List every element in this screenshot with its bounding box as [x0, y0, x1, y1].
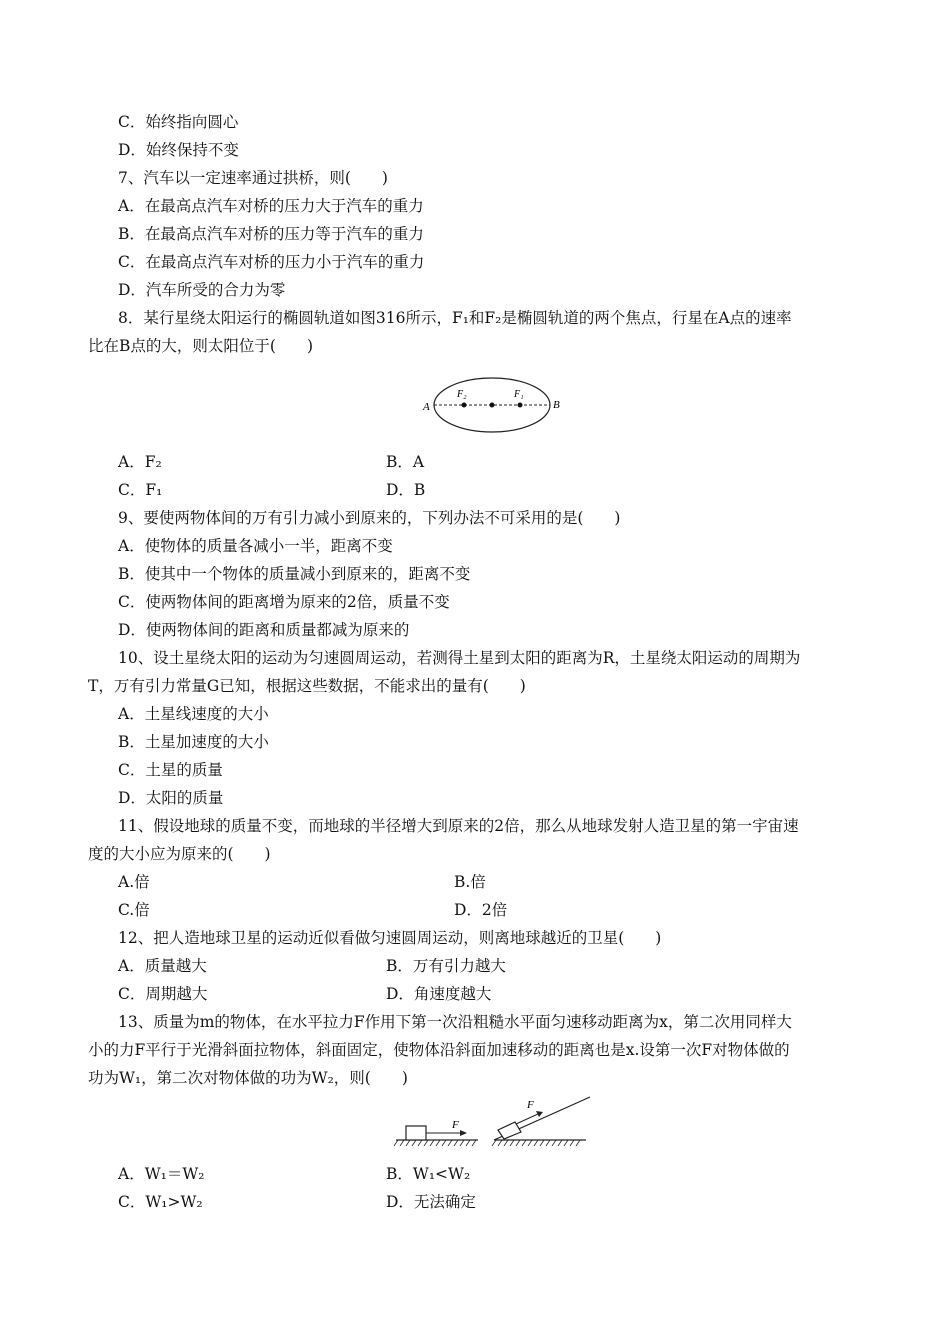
q11-option-a: A.倍: [118, 873, 150, 891]
question-13-line1: 13、质量为m的物体，在水平拉力F作用下第一次沿粗糙水平面匀速移动距离为x，第二次用同样大: [118, 1013, 792, 1031]
question-8-line2: 比在B点的大，则太阳位于( ): [88, 337, 313, 355]
q8-option-c: C．F₁: [118, 481, 163, 499]
ellipse-orbit-figure: [420, 374, 570, 438]
q8-option-d: D．B: [386, 481, 426, 499]
question-11-line2: 度的大小应为原来的( ): [88, 845, 271, 863]
question-9: 9、要使两物体间的万有引力减小到原来的，下列办法不可采用的是( ): [118, 509, 621, 527]
q11-option-c: C.倍: [118, 901, 150, 919]
q9-option-b: B．使其中一个物体的质量减小到原来的，距离不变: [118, 565, 471, 583]
label-b: B: [553, 399, 560, 411]
q12-option-c: C．周期越大: [118, 985, 208, 1003]
question-7: 7、汽车以一定速率通过拱桥，则( ): [118, 169, 388, 187]
q7-option-b: B．在最高点汽车对桥的压力等于汽车的重力: [118, 225, 424, 243]
q9-option-a: A．使物体的质量各减小一半，距离不变: [118, 537, 393, 555]
q12-option-a: A．质量越大: [118, 957, 207, 975]
label-f-left: F: [452, 1119, 459, 1131]
q13-option-a: A．W₁＝W₂: [118, 1165, 205, 1183]
q9-option-d: D．使两物体间的距离和质量都减为原来的: [118, 621, 410, 639]
q9-option-c: C．使两物体间的距离增为原来的2倍，质量不变: [118, 593, 450, 611]
label-a: A: [423, 401, 430, 413]
q10-option-c: C．土星的质量: [118, 761, 223, 779]
question-10-line1: 10、设土星绕太阳的运动为匀速圆周运动，若测得土星到太阳的距离为R，土星绕太阳运动的周期为: [118, 649, 801, 667]
q8-option-b: B．A: [386, 453, 425, 471]
q7-option-d: D．汽车所受的合力为零: [118, 281, 286, 299]
label-f1: F₁: [514, 389, 524, 400]
question-8-line1: 8．某行星绕太阳运行的椭圆轨道如图316所示，F₁和F₂是椭圆轨道的两个焦点，行星在A点的速率: [118, 309, 792, 327]
question-13-line3: 功为W₁，第二次对物体做的功为W₂，则( ): [88, 1069, 408, 1087]
q10-option-b: B．土星加速度的大小: [118, 733, 269, 751]
question-13-line2: 小的力F平行于光滑斜面拉物体，斜面固定，使物体沿斜面加速移动的距离也是x.设第一次F对物体做的: [88, 1041, 790, 1059]
question-11-line1: 11、假设地球的质量不变，而地球的半径增大到原来的2倍，那么从地球发射人造卫星的第一宇宙速: [118, 817, 799, 835]
q7-option-c: C．在最高点汽车对桥的压力小于汽车的重力: [118, 253, 425, 271]
q13-option-c: C．W₁>W₂: [118, 1193, 203, 1211]
question-10-line2: T，万有引力常量G已知，根据这些数据，不能求出的量有( ): [88, 677, 526, 695]
q7-option-a: A．在最高点汽车对桥的压力大于汽车的重力: [118, 197, 424, 215]
q11-option-d: D．2倍: [454, 901, 508, 919]
q13-option-d: D．无法确定: [386, 1193, 476, 1211]
q11-option-b: B.倍: [454, 873, 486, 891]
q12-option-b: B．万有引力越大: [386, 957, 506, 975]
q12-option-d: D．角速度越大: [386, 985, 492, 1003]
q10-option-d: D．太阳的质量: [118, 789, 224, 807]
block-force-figure: [390, 1094, 600, 1154]
q13-option-b: B．W₁<W₂: [386, 1165, 471, 1183]
q10-option-a: A．土星线速度的大小: [118, 705, 269, 723]
option-d: D．始终保持不变: [118, 141, 239, 159]
q8-option-a: A．F₂: [118, 453, 162, 471]
question-12: 12、把人造地球卫星的运动近似看做匀速圆周运动，则离地球越近的卫星( ): [118, 929, 662, 947]
option-c: C．始终指向圆心: [118, 113, 239, 131]
label-f2: F₂: [457, 389, 467, 400]
label-f-right: F: [527, 1099, 534, 1111]
